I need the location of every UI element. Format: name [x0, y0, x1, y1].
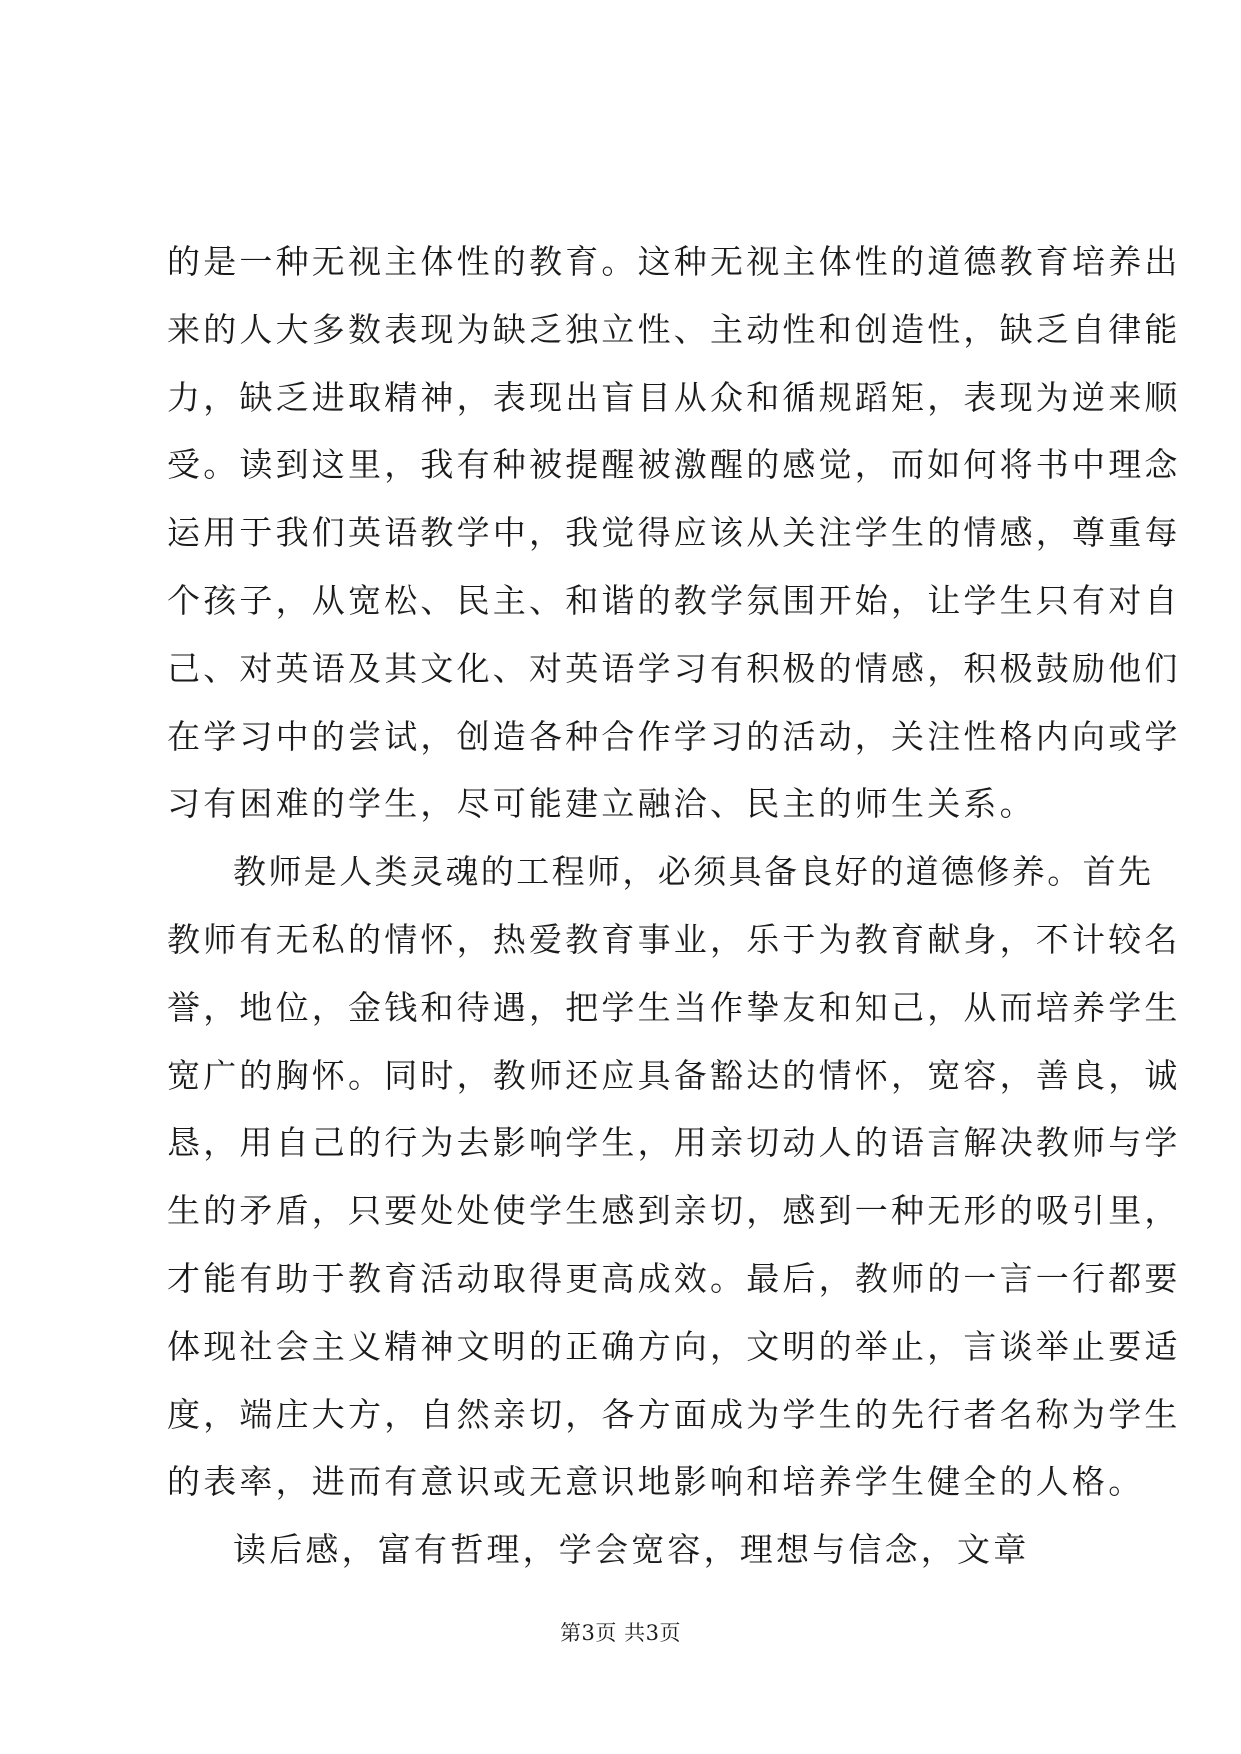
- paragraph-2-first-line: 教师是人类灵魂的工程师，必须具备良好的道德修养。首先: [233, 852, 1154, 892]
- text-line-12: 誉，地位，金钱和待遇，把学生当作挚友和知己，从而培养学生: [167, 987, 1181, 1027]
- text-line-16: 才能有助于教育活动取得更高成效。最后，教师的一言一行都要: [167, 1258, 1181, 1298]
- text-line-2: 来的人大多数表现为缺乏独立性、主动性和创造性，缺乏自律能: [167, 309, 1181, 349]
- text-line-11: 教师有无私的情怀，热爱教育事业，乐于为教育献身，不计较名: [167, 919, 1181, 959]
- text-line-8: 在学习中的尝试，创造各种合作学习的活动，关注性格内向或学: [167, 716, 1181, 756]
- keywords-line: 读后感，富有哲理，学会宽容，理想与信念，文章: [233, 1530, 1030, 1570]
- document-body: [167, 228, 1181, 1584]
- text-line-14: 恳，用自己的行为去影响学生，用亲切动人的语言解决教师与学: [167, 1123, 1181, 1163]
- text-line-3: 力，缺乏进取精神，表现出盲目从众和循规蹈矩，表现为逆来顺: [167, 377, 1181, 417]
- text-line-6: 个孩子，从宽松、民主、和谐的教学氛围开始，让学生只有对自: [167, 580, 1181, 620]
- text-line-13: 宽广的胸怀。同时，教师还应具备豁达的情怀，宽容，善良，诚: [167, 1055, 1181, 1095]
- text-line-19: 的表率，进而有意识或无意识地影响和培养学生健全的人格。: [167, 1462, 1145, 1502]
- text-line-7: 己、对英语及其文化、对英语学习有积极的情感，积极鼓励他们: [167, 648, 1181, 688]
- text-line-9: 习有困难的学生，尽可能建立融洽、民主的师生关系。: [167, 784, 1036, 824]
- text-line-5: 运用于我们英语教学中，我觉得应该从关注学生的情感，尊重每: [167, 513, 1181, 553]
- text-line-18: 度，端庄大方，自然亲切，各方面成为学生的先行者名称为学生: [167, 1394, 1181, 1434]
- text-line-17: 体现社会主义精神文明的正确方向，文明的举止，言谈举止要适: [167, 1326, 1181, 1366]
- page-number-footer: 第3页 共3页: [560, 1621, 681, 1645]
- text-line-4: 受。读到这里，我有种被提醒被激醒的感觉，而如何将书中理念: [167, 445, 1181, 485]
- text-line-1: 的是一种无视主体性的教育。这种无视主体性的道德教育培养出: [167, 242, 1181, 281]
- text-line-15: 生的矛盾，只要处处使学生感到亲切，感到一种无形的吸引里，: [167, 1191, 1181, 1231]
